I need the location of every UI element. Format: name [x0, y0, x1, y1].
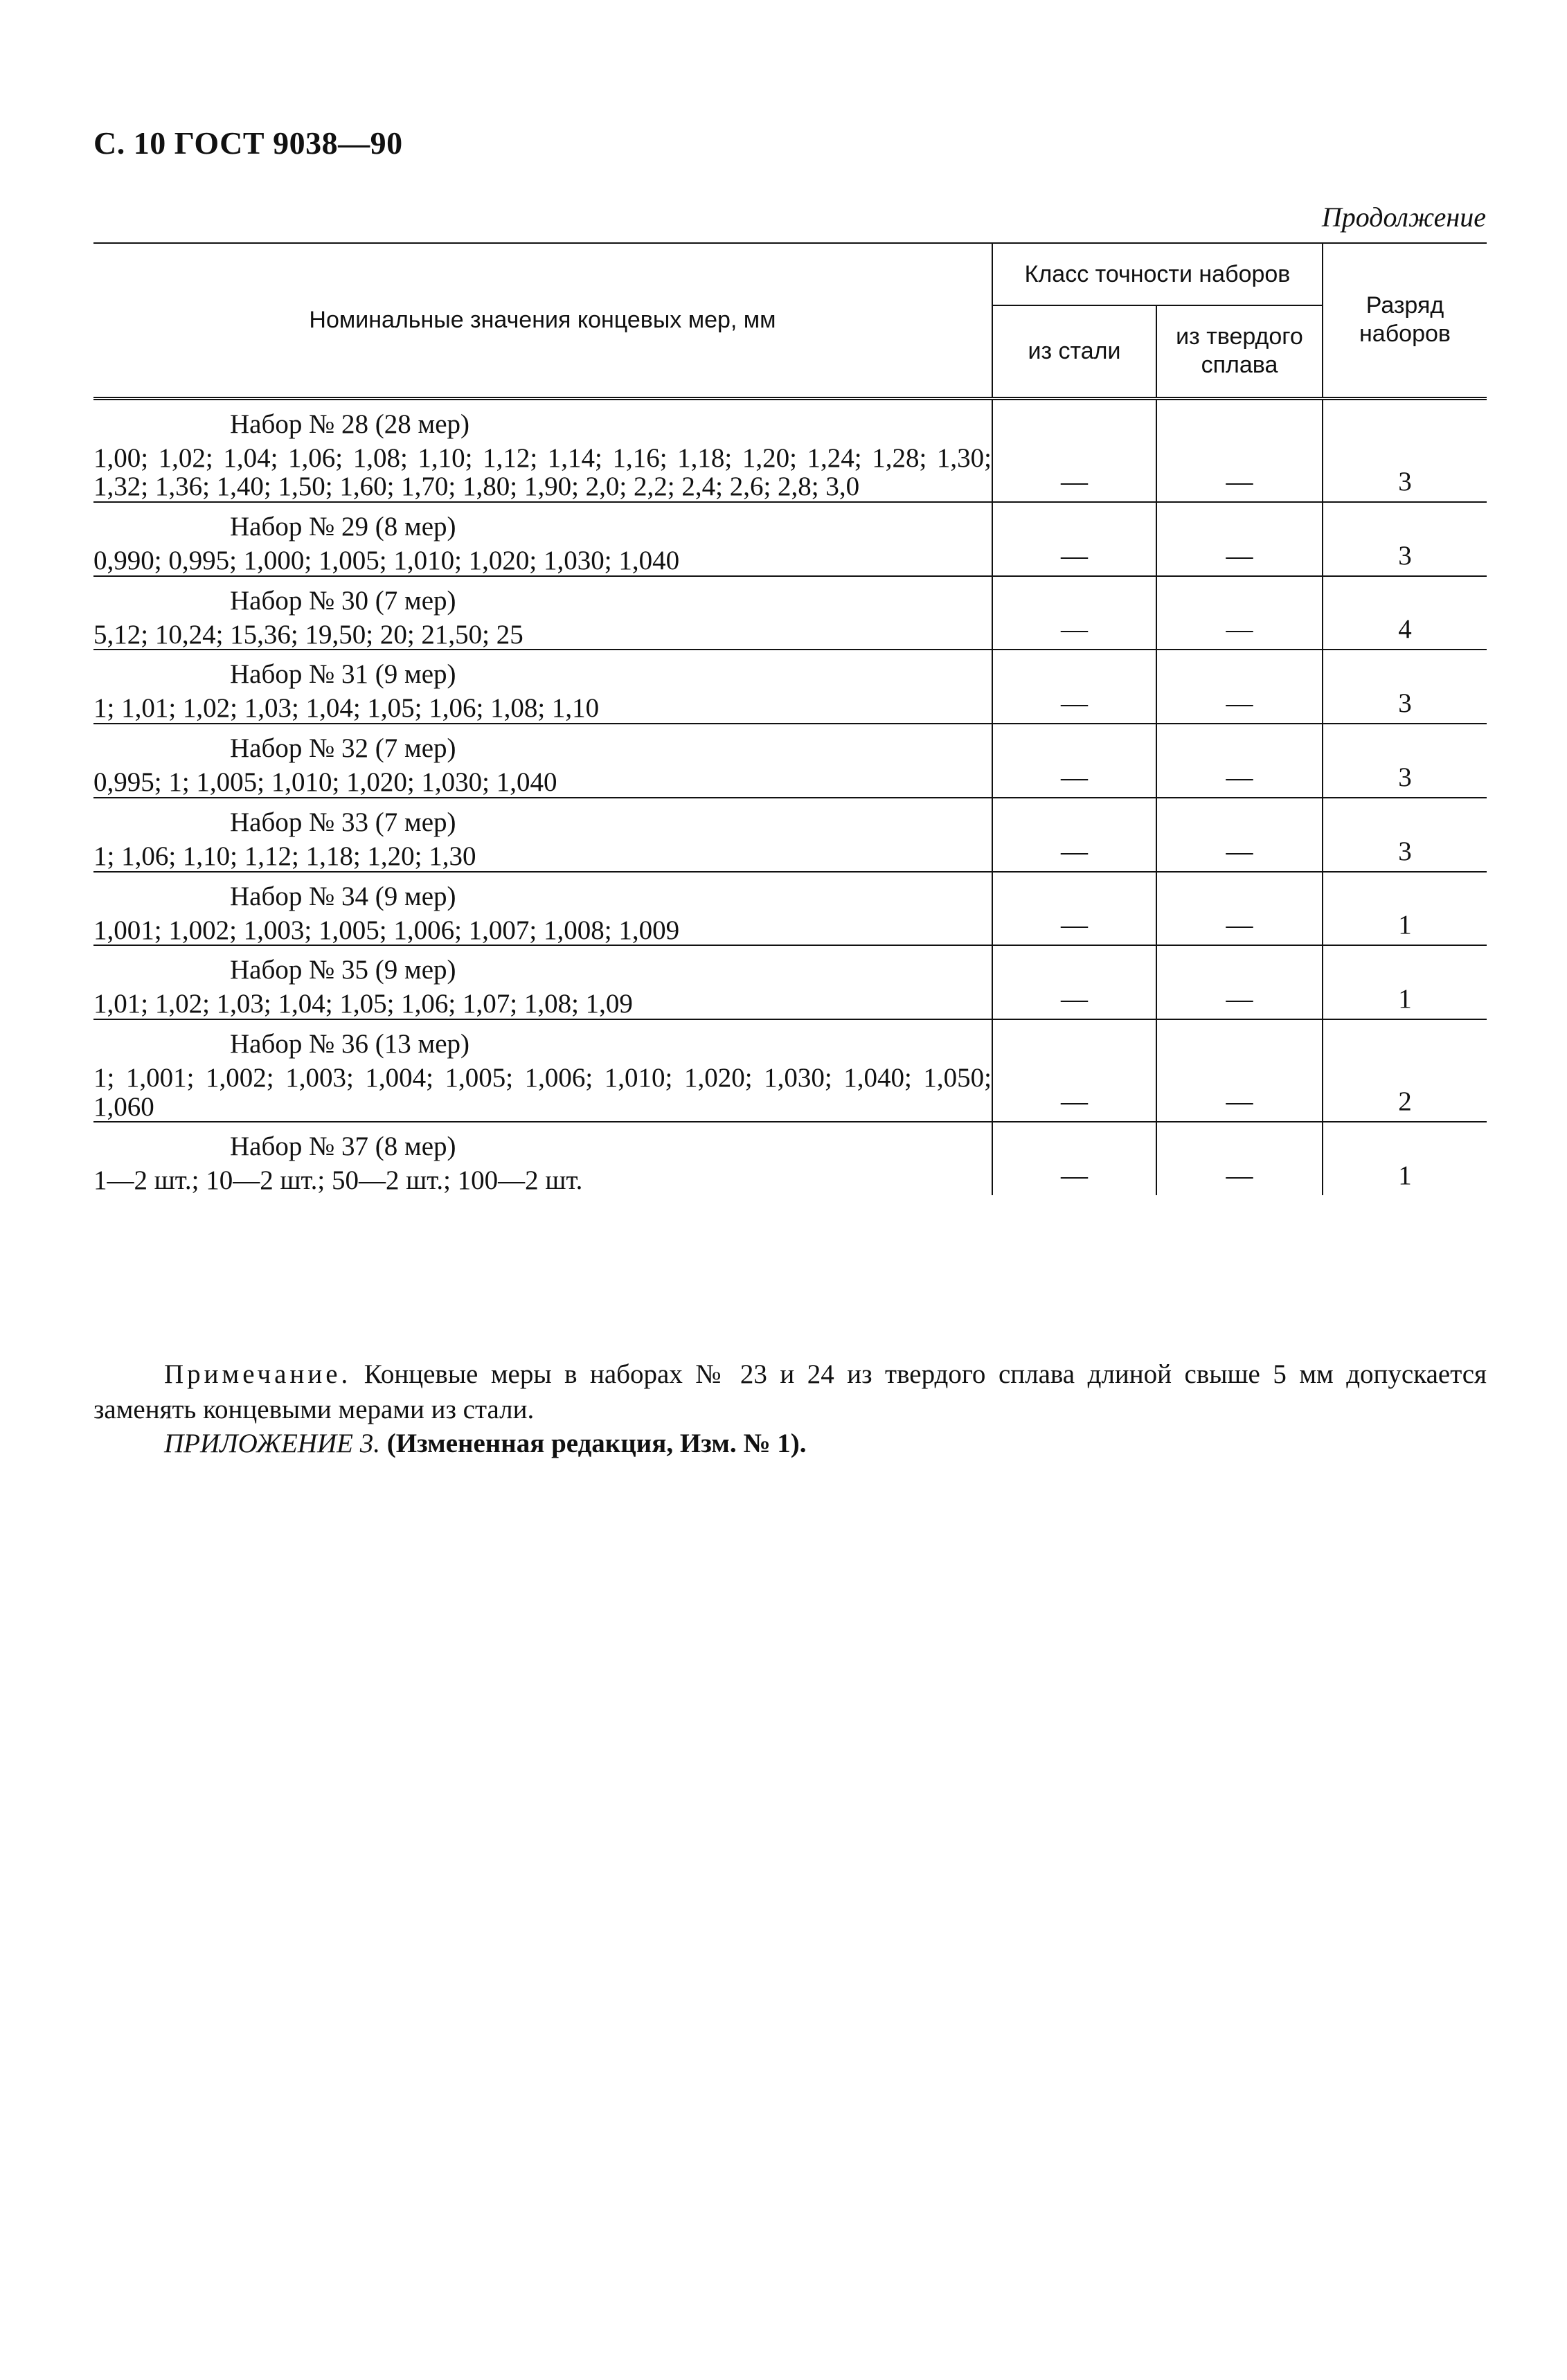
set-values: 1; 1,06; 1,10; 1,12; 1,18; 1,20; 1,30 — [93, 842, 992, 872]
set-title-row — [93, 1122, 1487, 1166]
set-values: 0,990; 0,995; 1,000; 1,005; 1,010; 1,020; 1,030; 1,040 — [93, 546, 992, 576]
set-title: Набор № 28 (28 мер) — [230, 409, 469, 439]
header-hard-alloy: из твердого сплава — [1156, 305, 1323, 398]
set-title: Набор № 37 (8 мер) — [230, 1131, 456, 1162]
set-values: 1,001; 1,002; 1,003; 1,005; 1,006; 1,007; 1,008; 1,009 — [93, 916, 992, 946]
continuation-label: Продолжение — [1321, 202, 1486, 233]
note-text: Концевые меры в наборах № 23 и 24 из твердого сплава длиной свыше 5 мм допускается заменять концевыми мерами из стали. — [93, 1359, 1487, 1424]
set-title-row — [93, 945, 1487, 990]
set-grade-cell: 3 — [1323, 724, 1487, 798]
set-steel-cell: — — [992, 1122, 1156, 1195]
set-title-row — [93, 1019, 1487, 1064]
set-grade-cell: 3 — [1323, 798, 1487, 872]
set-steel-cell: — — [992, 502, 1156, 576]
set-grade-cell: 1 — [1323, 1122, 1487, 1195]
set-grade-cell: 2 — [1323, 1019, 1487, 1122]
set-values: 1; 1,01; 1,02; 1,03; 1,04; 1,05; 1,06; 1,08; 1,10 — [93, 694, 992, 724]
set-hard-cell: — — [1156, 576, 1323, 650]
set-title-row — [93, 650, 1487, 694]
set-title: Набор № 31 (9 мер) — [230, 659, 456, 690]
set-values: 1,00; 1,02; 1,04; 1,06; 1,08; 1,10; 1,12; 1,14; 1,16; 1,18; 1,20; 1,24; 1,28; 1,30; 1,32; 1,36; 1,40; 1,50; 1,60; 1,70; 1,80; 1,90; 2,0; 2,2; 2,4; 2,6; 2,8; 3,0 — [93, 442, 992, 502]
header-accuracy-class: Класс точности наборов — [992, 243, 1323, 305]
set-title-row — [93, 798, 1487, 842]
set-hard-cell: — — [1156, 872, 1323, 946]
set-hard-cell: — — [1156, 650, 1323, 724]
set-values: 1—2 шт.; 10—2 шт.; 50—2 шт.; 100—2 шт. — [93, 1165, 583, 1196]
set-hard-cell: — — [1156, 1122, 1323, 1195]
set-hard-cell: — — [1156, 502, 1323, 576]
set-steel-cell: — — [992, 945, 1156, 1019]
set-title: Набор № 34 (9 мер) — [230, 881, 456, 911]
page-header: С. 10 ГОСТ 9038—90 — [93, 125, 403, 161]
set-hard-cell: — — [1156, 798, 1323, 872]
set-title-row — [93, 398, 1487, 444]
set-hard-cell: — — [1156, 1019, 1323, 1122]
set-grade-cell: 1 — [1323, 945, 1487, 1019]
set-title: Набор № 33 (7 мер) — [230, 807, 456, 837]
set-grade-cell: 3 — [1323, 502, 1487, 576]
set-steel-cell: — — [992, 398, 1156, 502]
set-title: Набор № 35 (9 мер) — [230, 955, 456, 985]
set-values: 0,995; 1; 1,005; 1,010; 1,020; 1,030; 1,040 — [93, 768, 992, 798]
set-steel-cell: — — [992, 650, 1156, 724]
set-steel-cell: — — [992, 576, 1156, 650]
set-title-row — [93, 576, 1487, 620]
set-grade-cell: 3 — [1323, 398, 1487, 502]
set-values: 1; 1,001; 1,002; 1,003; 1,004; 1,005; 1,006; 1,010; 1,020; 1,030; 1,040; 1,050; 1,060 — [93, 1062, 992, 1122]
set-title: Набор № 29 (8 мер) — [230, 511, 456, 542]
set-title: Набор № 36 (13 мер) — [230, 1028, 469, 1059]
set-grade-cell: 4 — [1323, 576, 1487, 650]
set-values: 1,01; 1,02; 1,03; 1,04; 1,05; 1,06; 1,07; 1,08; 1,09 — [93, 990, 992, 1019]
header-grade: Разряд наборов — [1323, 243, 1487, 398]
set-steel-cell: — — [992, 1019, 1156, 1122]
table-header — [93, 243, 1487, 398]
set-hard-cell: — — [1156, 724, 1323, 798]
header-steel: из стали — [992, 305, 1156, 398]
set-steel-cell: — — [992, 872, 1156, 946]
appendix-label: ПРИЛОЖЕНИЕ 3. — [164, 1429, 380, 1458]
note-label: Примечание. — [164, 1359, 352, 1389]
set-steel-cell: — — [992, 724, 1156, 798]
set-hard-cell: — — [1156, 398, 1323, 502]
set-values: 5,12; 10,24; 15,36; 19,50; 20; 21,50; 25 — [93, 620, 992, 650]
set-title-row — [93, 502, 1487, 546]
set-title-row — [93, 724, 1487, 768]
set-title-row — [93, 872, 1487, 916]
appendix-line — [164, 1428, 807, 1459]
set-grade-cell: 3 — [1323, 650, 1487, 724]
set-title: Набор № 32 (7 мер) — [230, 733, 456, 764]
set-steel-cell: — — [992, 798, 1156, 872]
table-note — [93, 1357, 1487, 1427]
header-nominal-values: Номинальные значения концевых мер, мм — [93, 243, 992, 398]
set-grade-cell: 1 — [1323, 872, 1487, 946]
set-hard-cell: — — [1156, 945, 1323, 1019]
table-body — [93, 398, 1487, 1195]
set-title: Набор № 30 (7 мер) — [230, 585, 456, 616]
appendix-revision: (Измененная редакция, Изм. № 1). — [386, 1429, 807, 1458]
gauge-sets-table — [93, 242, 1487, 1195]
